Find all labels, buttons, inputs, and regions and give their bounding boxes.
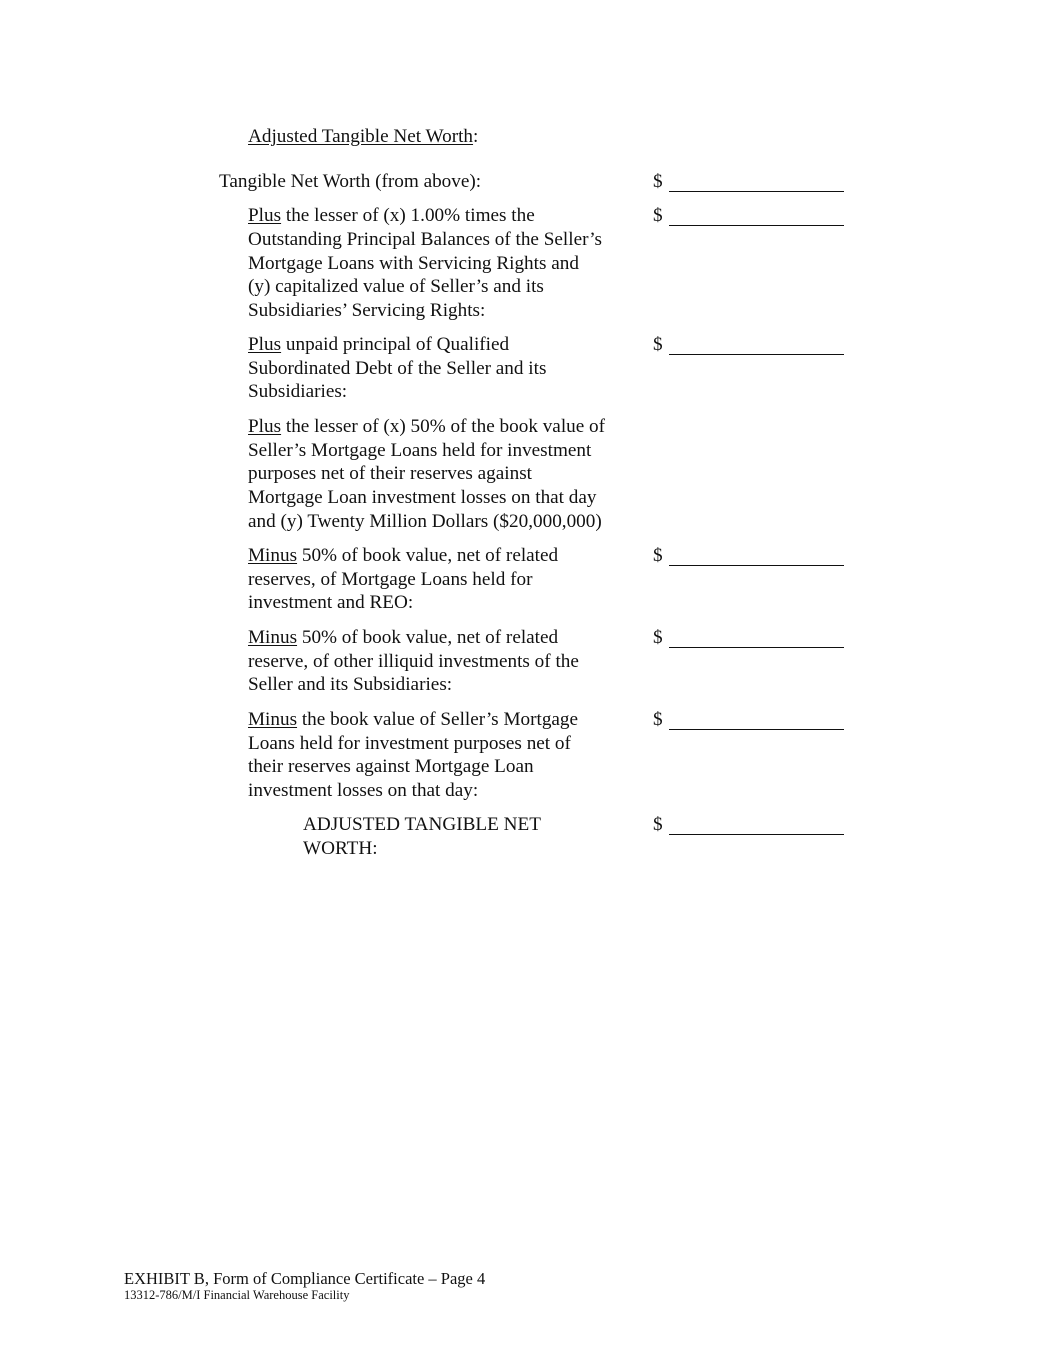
- item-line: investment and REO:: [248, 592, 414, 613]
- item-line: purposes net of their reserves against: [248, 463, 532, 484]
- item-line: (y) capitalized value of Seller’s and its: [248, 276, 544, 297]
- item-line: reserve, of other illiquid investments of the: [248, 651, 579, 672]
- item-blank[interactable]: [669, 626, 844, 648]
- item-line: [248, 415, 605, 439]
- item-line: and (y) Twenty Million Dollars ($20,000,000): [248, 511, 602, 532]
- item-line: [248, 626, 558, 650]
- item-line: [248, 333, 509, 357]
- item-text: the lesser of (x) 50% of the book value of: [281, 416, 606, 437]
- total-currency: $: [653, 814, 663, 835]
- item-line: Mortgage Loan investment losses on that day: [248, 487, 597, 508]
- item-line: Seller and its Subsidiaries:: [248, 674, 453, 695]
- item-text: 50% of book value, net of related: [297, 545, 559, 566]
- item-text: 50% of book value, net of related: [297, 627, 559, 648]
- item-currency: $: [653, 545, 663, 566]
- item-prefix: Plus: [248, 416, 282, 437]
- item-line: Mortgage Loans with Servicing Rights and: [248, 253, 579, 274]
- item-blank[interactable]: [669, 544, 844, 566]
- item-currency: $: [653, 709, 663, 730]
- item-blank[interactable]: [669, 708, 844, 730]
- footer-subtitle: 13312-786/M/I Financial Warehouse Facility: [124, 1288, 350, 1302]
- item-prefix: Plus: [248, 205, 282, 226]
- item-line: their reserves against Mortgage Loan: [248, 756, 534, 777]
- item-text: the book value of Seller’s Mortgage: [297, 709, 579, 730]
- item-line: Subsidiaries:: [248, 381, 348, 402]
- item-prefix: Minus: [248, 709, 298, 730]
- tangible-net-worth-currency: $: [653, 171, 663, 192]
- item-line: [248, 204, 535, 228]
- item-blank[interactable]: [669, 204, 844, 226]
- item-line: investment losses on that day:: [248, 780, 479, 801]
- item-prefix: Minus: [248, 545, 298, 566]
- total-label: WORTH:: [303, 838, 378, 859]
- footer-title: EXHIBIT B, Form of Compliance Certificate – Page 4: [124, 1269, 486, 1288]
- item-prefix: Minus: [248, 627, 298, 648]
- item-line: Seller’s Mortgage Loans held for investment: [248, 440, 592, 461]
- item-text: unpaid principal of Qualified: [281, 334, 510, 355]
- item-currency: $: [653, 627, 663, 648]
- tangible-net-worth-blank[interactable]: [669, 170, 844, 192]
- total-label: ADJUSTED TANGIBLE NET: [303, 814, 541, 835]
- item-line: Outstanding Principal Balances of the Seller’s: [248, 229, 603, 250]
- item-prefix: Plus: [248, 334, 282, 355]
- item-line: [248, 708, 578, 732]
- item-blank[interactable]: [669, 333, 844, 355]
- item-line: Subsidiaries’ Servicing Rights:: [248, 300, 486, 321]
- item-line: Loans held for investment purposes net of: [248, 733, 571, 754]
- item-currency: $: [653, 205, 663, 226]
- item-currency: $: [653, 334, 663, 355]
- item-line: Subordinated Debt of the Seller and its: [248, 358, 547, 379]
- section-heading-text: Adjusted Tangible Net Worth: [248, 126, 474, 147]
- item-text: the lesser of (x) 1.00% times the: [281, 205, 535, 226]
- tangible-net-worth-label: Tangible Net Worth (from above):: [219, 171, 482, 192]
- item-line: reserves, of Mortgage Loans held for: [248, 569, 533, 590]
- section-heading: [248, 125, 478, 149]
- total-blank[interactable]: [669, 813, 844, 835]
- item-line: [248, 544, 558, 568]
- section-heading-colon: :: [473, 126, 479, 147]
